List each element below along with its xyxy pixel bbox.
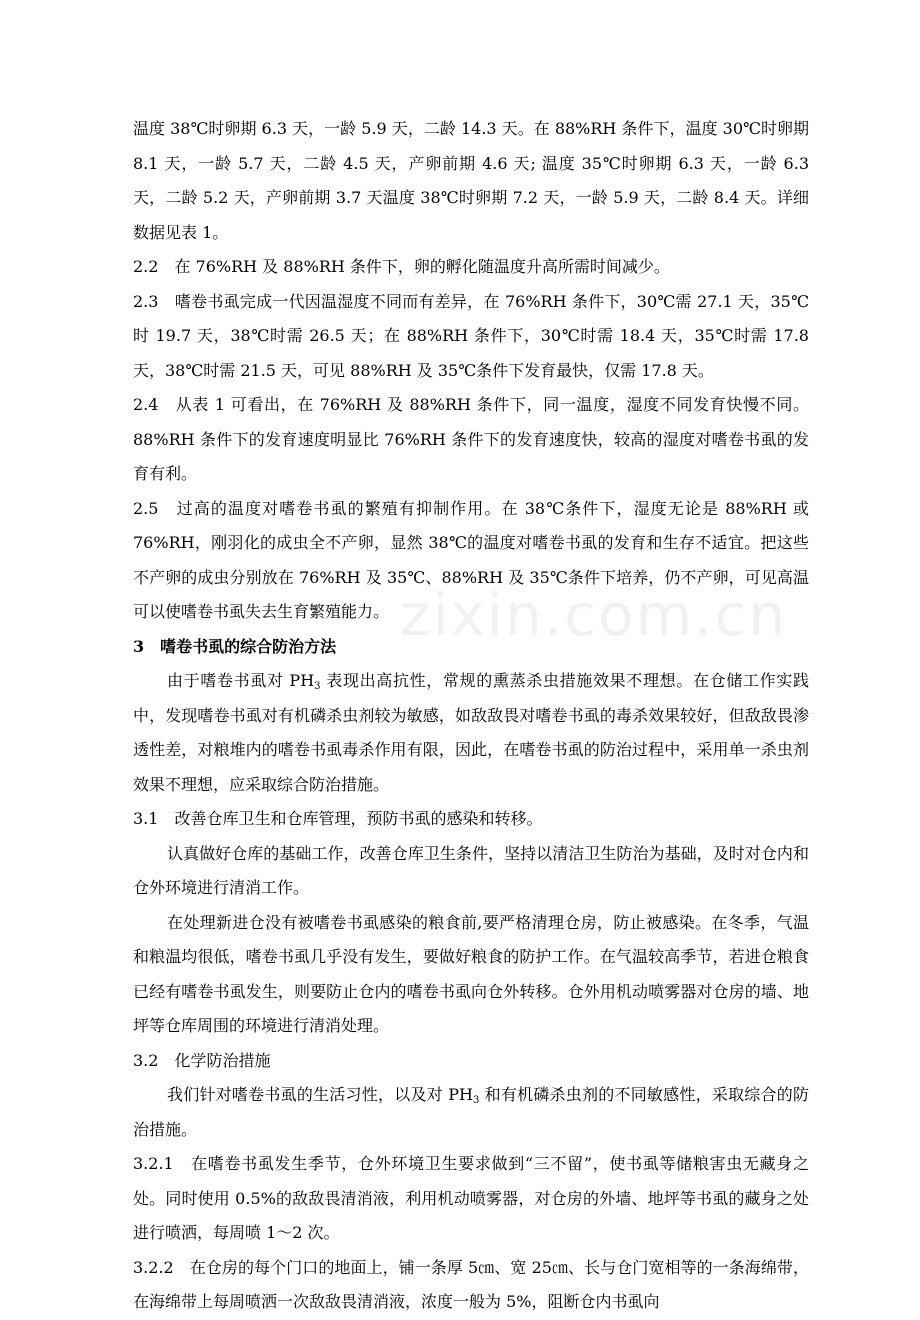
section-3-intro: 由于嗜卷书虱对 $PH_3$ 表现出高抗性，常规的熏蒸杀虫措施效果不理想。在仓储工作实践中，发现嗜卷书虱对有机磷杀虫剂较为敏感，如敌敌畏对嗜卷书虱的毒杀效果较好，但敌敌畏渗透性差，对粮堆内的嗜卷书虱毒杀作用有限，因此，在嗜卷书虱的防治过程中，采用单一杀虫剂效果不理想，应采取综合防治措施。 bbox=[133, 671, 809, 794]
paragraph-2-5: 2.5 过高的温度对嗜卷书虱的繁殖有抑制作用。在 38℃条件下，湿度无论是 88%RH 或 76%RH，刚羽化的成虫全不产卵，显然 38℃的温度对嗜卷书虱的发育和生存不适宜。把这些不产卵的成虫分别放在 76%RH 及 35℃、88%RH 及 35℃条件下培养，仍不产卵，可见高温可以使嗜卷书虱失去生育繁殖能力。 bbox=[133, 498, 809, 621]
section-3-2-1: 3.2.1 在嗜卷书虱发生季节，仓外环境卫生要求做到“三不留”，使书虱等储粮害虫无藏身之处。同时使用 0.5%的敌敌畏清消液，利用机动喷雾器，对仓房的外墙、地坪等书虱的藏身之处进行喷洒，每周喷 1～2 次。 bbox=[133, 1154, 809, 1242]
section-3-heading: 3 嗜卷书虱的综合防治方法 bbox=[133, 636, 337, 656]
section-3-2-heading: 3.2 化学防治措施 bbox=[133, 1050, 271, 1070]
section-3-2-2: 3.2.2 在仓房的每个门口的地面上，铺一条厚 5㎝、宽 25㎝、长与仓门宽相等的一条海绵带，在海绵带上每周喷洒一次敌敌畏清消液，浓度一般为 5%，阻断仓内书虱向 bbox=[133, 1257, 809, 1311]
document-body bbox=[133, 112, 809, 1320]
paragraph-continued: 温度 38℃时卵期 6.3 天，一龄 5.9 天，二龄 14.3 天。在 88%RH 条件下，温度 30℃时卵期 8.1 天，一龄 5.7 天，二龄 4.5 天，产卵前期 4.6 天; 温度 35℃时卵期 6.3 天，一龄 6.3 天，二龄 5.2 天，产卵前期 3.7 天温度 38℃时卵期 7.2 天，一龄 5.9 天，二龄 8.4 天。详细数据见表 1。 bbox=[133, 119, 809, 242]
section-3-1-paragraph-2: 在处理新进仓没有被嗜卷书虱感染的粮食前,要严格清理仓房，防止被感染。在冬季，气温和粮温均很低，嗜卷书虱几乎没有发生，要做好粮食的防护工作。在气温较高季节，若进仓粮食已经有嗜卷书虱发生，则要防止仓内的嗜卷书虱向仓外转移。仓外用机动喷雾器对仓房的墙、地坪等仓库周围的环境进行清消处理。 bbox=[133, 912, 809, 1035]
paragraph-2-4: 2.4 从表 1 可看出，在 76%RH 及 88%RH 条件下，同一温度，湿度不同发育快慢不同。88%RH 条件下的发育速度明显比 76%RH 条件下的发育速度快，较高的湿度对嗜卷书虱的发育有利。 bbox=[133, 395, 809, 483]
paragraph-2-3: 2.3 嗜卷书虱完成一代因温湿度不同而有差异，在 76%RH 条件下，30℃需 27.1 天，35℃时 19.7 天，38℃时需 26.5 天；在 88%RH 条件下，30℃时需 18.4 天，35℃时需 17.8 天，38℃时需 21.5 天，可见 88%RH 及 35℃条件下发育最快，仅需 17.8 天。 bbox=[133, 291, 809, 380]
section-3-2-paragraph: 我们针对嗜卷书虱的生活习性，以及对 $PH_3$ 和有机磷杀虫剂的不同敏感性，采取综合的防治措施。 bbox=[133, 1085, 809, 1139]
section-3-1-paragraph-1: 认真做好仓库的基础工作，改善仓库卫生条件，坚持以清洁卫生防治为基础，及时对仓内和仓外环境进行清消工作。 bbox=[133, 843, 809, 897]
section-3-1-heading: 3.1 改善仓库卫生和仓库管理，预防书虱的感染和转移。 bbox=[133, 809, 543, 828]
paragraph-2-2: 2.2 在 76%RH 及 88%RH 条件下，卵的孵化随温度升高所需时间减少。 bbox=[133, 257, 670, 276]
watermark: zixin.com.cn bbox=[400, 581, 788, 649]
